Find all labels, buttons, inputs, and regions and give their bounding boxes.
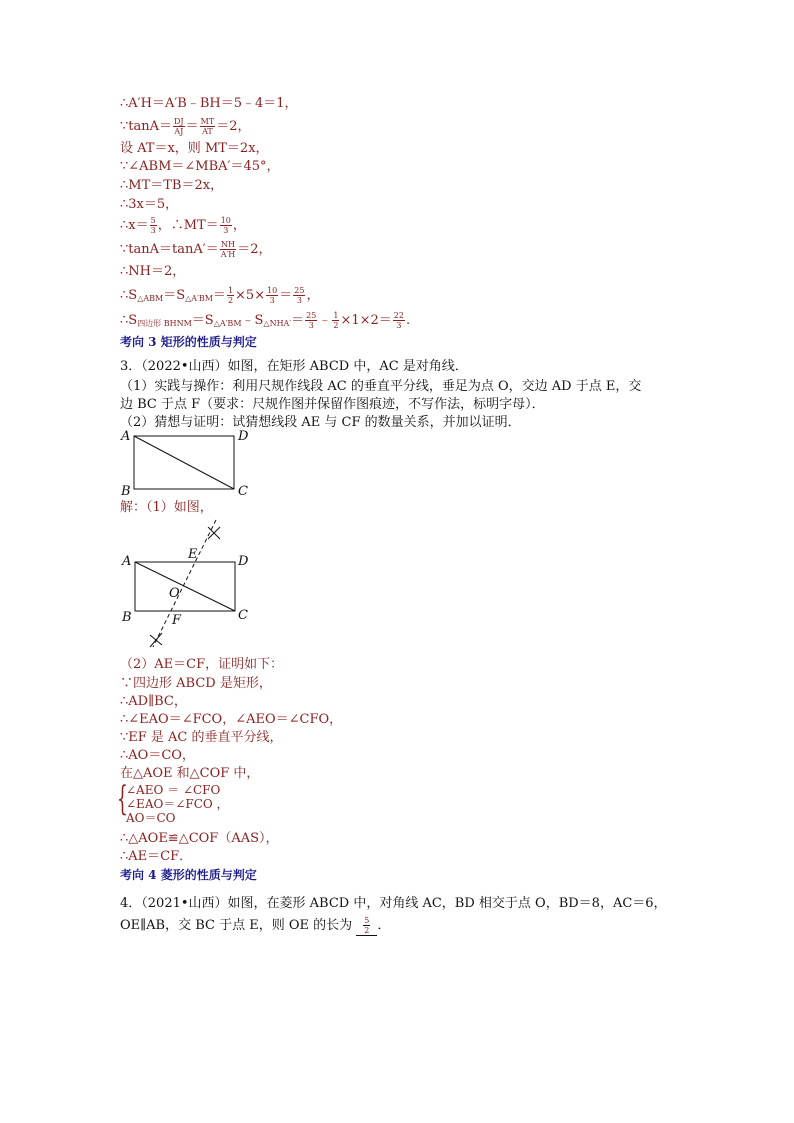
solution-line-9: ∴NH＝2，	[120, 264, 186, 279]
denominator: AT	[202, 127, 213, 136]
text: ．	[377, 918, 391, 933]
numerator: 5	[364, 916, 370, 925]
text: ＝2，	[216, 119, 251, 134]
numerator: 5	[150, 216, 156, 225]
denominator: 3	[396, 321, 402, 330]
numerator: 25	[294, 286, 305, 295]
solution-3-line-6: ∴AO＝CO，	[120, 748, 195, 763]
solution-3-part1: 解：（1）如图，	[120, 500, 213, 515]
question-3-part1-b: 边 BC 于点 F（要求：尺规作图并保留作图痕迹，不写作法，标明字母）．	[120, 397, 545, 412]
denominator: 2	[227, 296, 234, 305]
label-e: E	[188, 547, 198, 562]
system-row-1: ∠AEO ＝ ∠CFO	[126, 783, 221, 797]
solution-line-3: 设 AT＝x，则 MT＝2x，	[120, 141, 269, 156]
numerator: NH	[221, 240, 235, 249]
label-f: F	[172, 613, 182, 628]
denominator: 3	[296, 296, 302, 305]
subscript: 四边形 BHNM	[137, 319, 192, 328]
numerator: MT	[200, 117, 215, 126]
numerator: DJ	[174, 117, 184, 126]
solution-line-5: ∴MT＝TB＝2x，	[120, 178, 224, 193]
text: ＝	[291, 313, 305, 328]
text: ＝	[279, 288, 293, 303]
fraction-nh-ah	[220, 240, 237, 259]
system-row-2: ∠EAO＝∠FCO ，	[126, 797, 229, 811]
fraction-dj-aj	[173, 117, 185, 136]
solution-3-line-2: ∵四边形 ABCD 是矩形，	[120, 676, 272, 691]
text: ，∴MT＝	[157, 218, 219, 233]
solution-3-line-7: 在△AOE 和△COF 中，	[120, 766, 260, 781]
solution-3-line-4: ∴∠EAO＝∠FCO，∠AEO＝∠CFO，	[120, 712, 343, 727]
numerator: 22	[393, 311, 404, 320]
label-a: A	[122, 554, 132, 569]
label-c: C	[238, 608, 248, 623]
numerator: 25	[306, 311, 317, 320]
text: ＝2，	[237, 242, 272, 257]
solution-3-line-1: （2）AE＝CF，证明如下：	[120, 657, 284, 672]
solution-line-7	[120, 216, 246, 235]
fraction-5-3	[150, 216, 157, 235]
fraction-25-3	[293, 286, 305, 305]
text: OE∥AB，交 BC 于点 E，则 OE 的长为	[120, 918, 353, 933]
solution-line-11	[120, 311, 410, 333]
question-4-line-1: 4．（2021•山西）如图，在菱形 ABCD 中，对角线 AC，BD 相交于点 O，BD＝8，AC＝6，	[120, 896, 667, 911]
subscript: △NHA′	[263, 319, 292, 328]
question-3-stem: 3．（2022•山西）如图，在矩形 ABCD 中，AC 是对角线．	[120, 359, 468, 374]
text: ﹣	[318, 313, 332, 328]
bisector-line-ef	[153, 520, 216, 647]
fraction-10-3	[266, 286, 278, 305]
question-4-line-2	[120, 916, 390, 936]
label-c: C	[238, 484, 248, 499]
fraction-1-2	[332, 311, 339, 330]
arc-mark-bottom	[150, 633, 162, 647]
text: ＝S	[163, 288, 186, 303]
text: ，	[306, 288, 320, 303]
fraction-10-3	[220, 216, 232, 235]
label-b: B	[122, 610, 132, 625]
subscript: △A′BM	[213, 319, 242, 328]
text: ×1×2＝	[340, 313, 392, 328]
solution-line-4: ∵∠ABM＝∠MBA′＝45°，	[120, 159, 280, 174]
section-heading-3: 考向 3 矩形的性质与判定	[120, 335, 257, 349]
text: ∴S	[120, 288, 138, 303]
numerator: 1	[227, 286, 234, 295]
solution-3-line-3: ∴AD∥BC，	[120, 694, 187, 709]
denominator: 3	[308, 321, 314, 330]
fraction-1-2	[227, 286, 234, 305]
solution-3-line-9: ∴AE＝CF．	[120, 849, 193, 864]
text: .	[405, 313, 411, 328]
label-b: B	[121, 484, 131, 499]
text: ∴S	[120, 313, 138, 328]
denominator: 3	[269, 296, 275, 305]
subscript: △A′BM	[185, 294, 213, 303]
text: ×5×	[235, 288, 266, 303]
figure-perpendicular-bisector	[118, 515, 268, 655]
fraction-22-3	[393, 311, 405, 330]
denominator: 2	[364, 926, 370, 935]
system-brace: {	[117, 779, 128, 819]
system-row-3: AO＝CO	[126, 811, 176, 825]
label-o: O	[169, 586, 180, 601]
diagonal-ac	[134, 436, 234, 489]
answer-fraction	[363, 916, 370, 935]
subscript: △ABM	[137, 294, 164, 303]
solution-line-8	[120, 240, 272, 259]
solution-line-10	[120, 286, 320, 308]
label-a: A	[121, 429, 131, 444]
question-3-part1-a: （1）实践与操作：利用尺规作线段 AC 的垂直平分线，垂足为点 O，交边 AD 于点 E，交	[120, 379, 642, 394]
section-heading-4: 考向 4 菱形的性质与判定	[120, 868, 257, 882]
text: ∴x＝	[120, 218, 149, 233]
solution-line-1: ∴A′H＝A′B﹣BH＝5﹣4＝1，	[120, 96, 298, 111]
text: ﹣S	[241, 313, 264, 328]
solution-3-line-8: ∴△AOE≌△COF（AAS），	[120, 831, 279, 846]
text: ∵tanA＝	[120, 119, 173, 134]
label-d: D	[238, 429, 249, 444]
numerator: 1	[333, 311, 339, 320]
text: ，	[232, 218, 246, 233]
figure-rectangle	[118, 428, 258, 500]
fraction-25-3	[305, 311, 317, 330]
answer-blank	[356, 916, 377, 936]
denominator: A′H	[220, 250, 236, 259]
solution-line-6: ∴3x＝5，	[120, 197, 179, 212]
text: ＝	[185, 119, 199, 134]
solution-3-line-5: ∵EF 是 AC 的垂直平分线，	[120, 730, 283, 745]
denominator: AJ	[174, 127, 184, 136]
text: ＝S	[191, 313, 214, 328]
solution-line-2	[120, 117, 250, 136]
label-d: D	[238, 554, 249, 569]
text: ＝	[212, 288, 226, 303]
denominator: 3	[223, 226, 229, 235]
numerator: 10	[267, 286, 278, 295]
fraction-mt-at	[200, 117, 216, 136]
question-3-part2: （2）猜想与证明：试猜想线段 AE 与 CF 的数量关系，并加以证明．	[120, 415, 521, 430]
denominator: 2	[333, 321, 339, 330]
numerator: 10	[220, 216, 231, 225]
text: ∵tanA＝tanA′＝	[120, 242, 219, 257]
diagonal-ac	[135, 562, 235, 611]
denominator: 3	[150, 226, 156, 235]
